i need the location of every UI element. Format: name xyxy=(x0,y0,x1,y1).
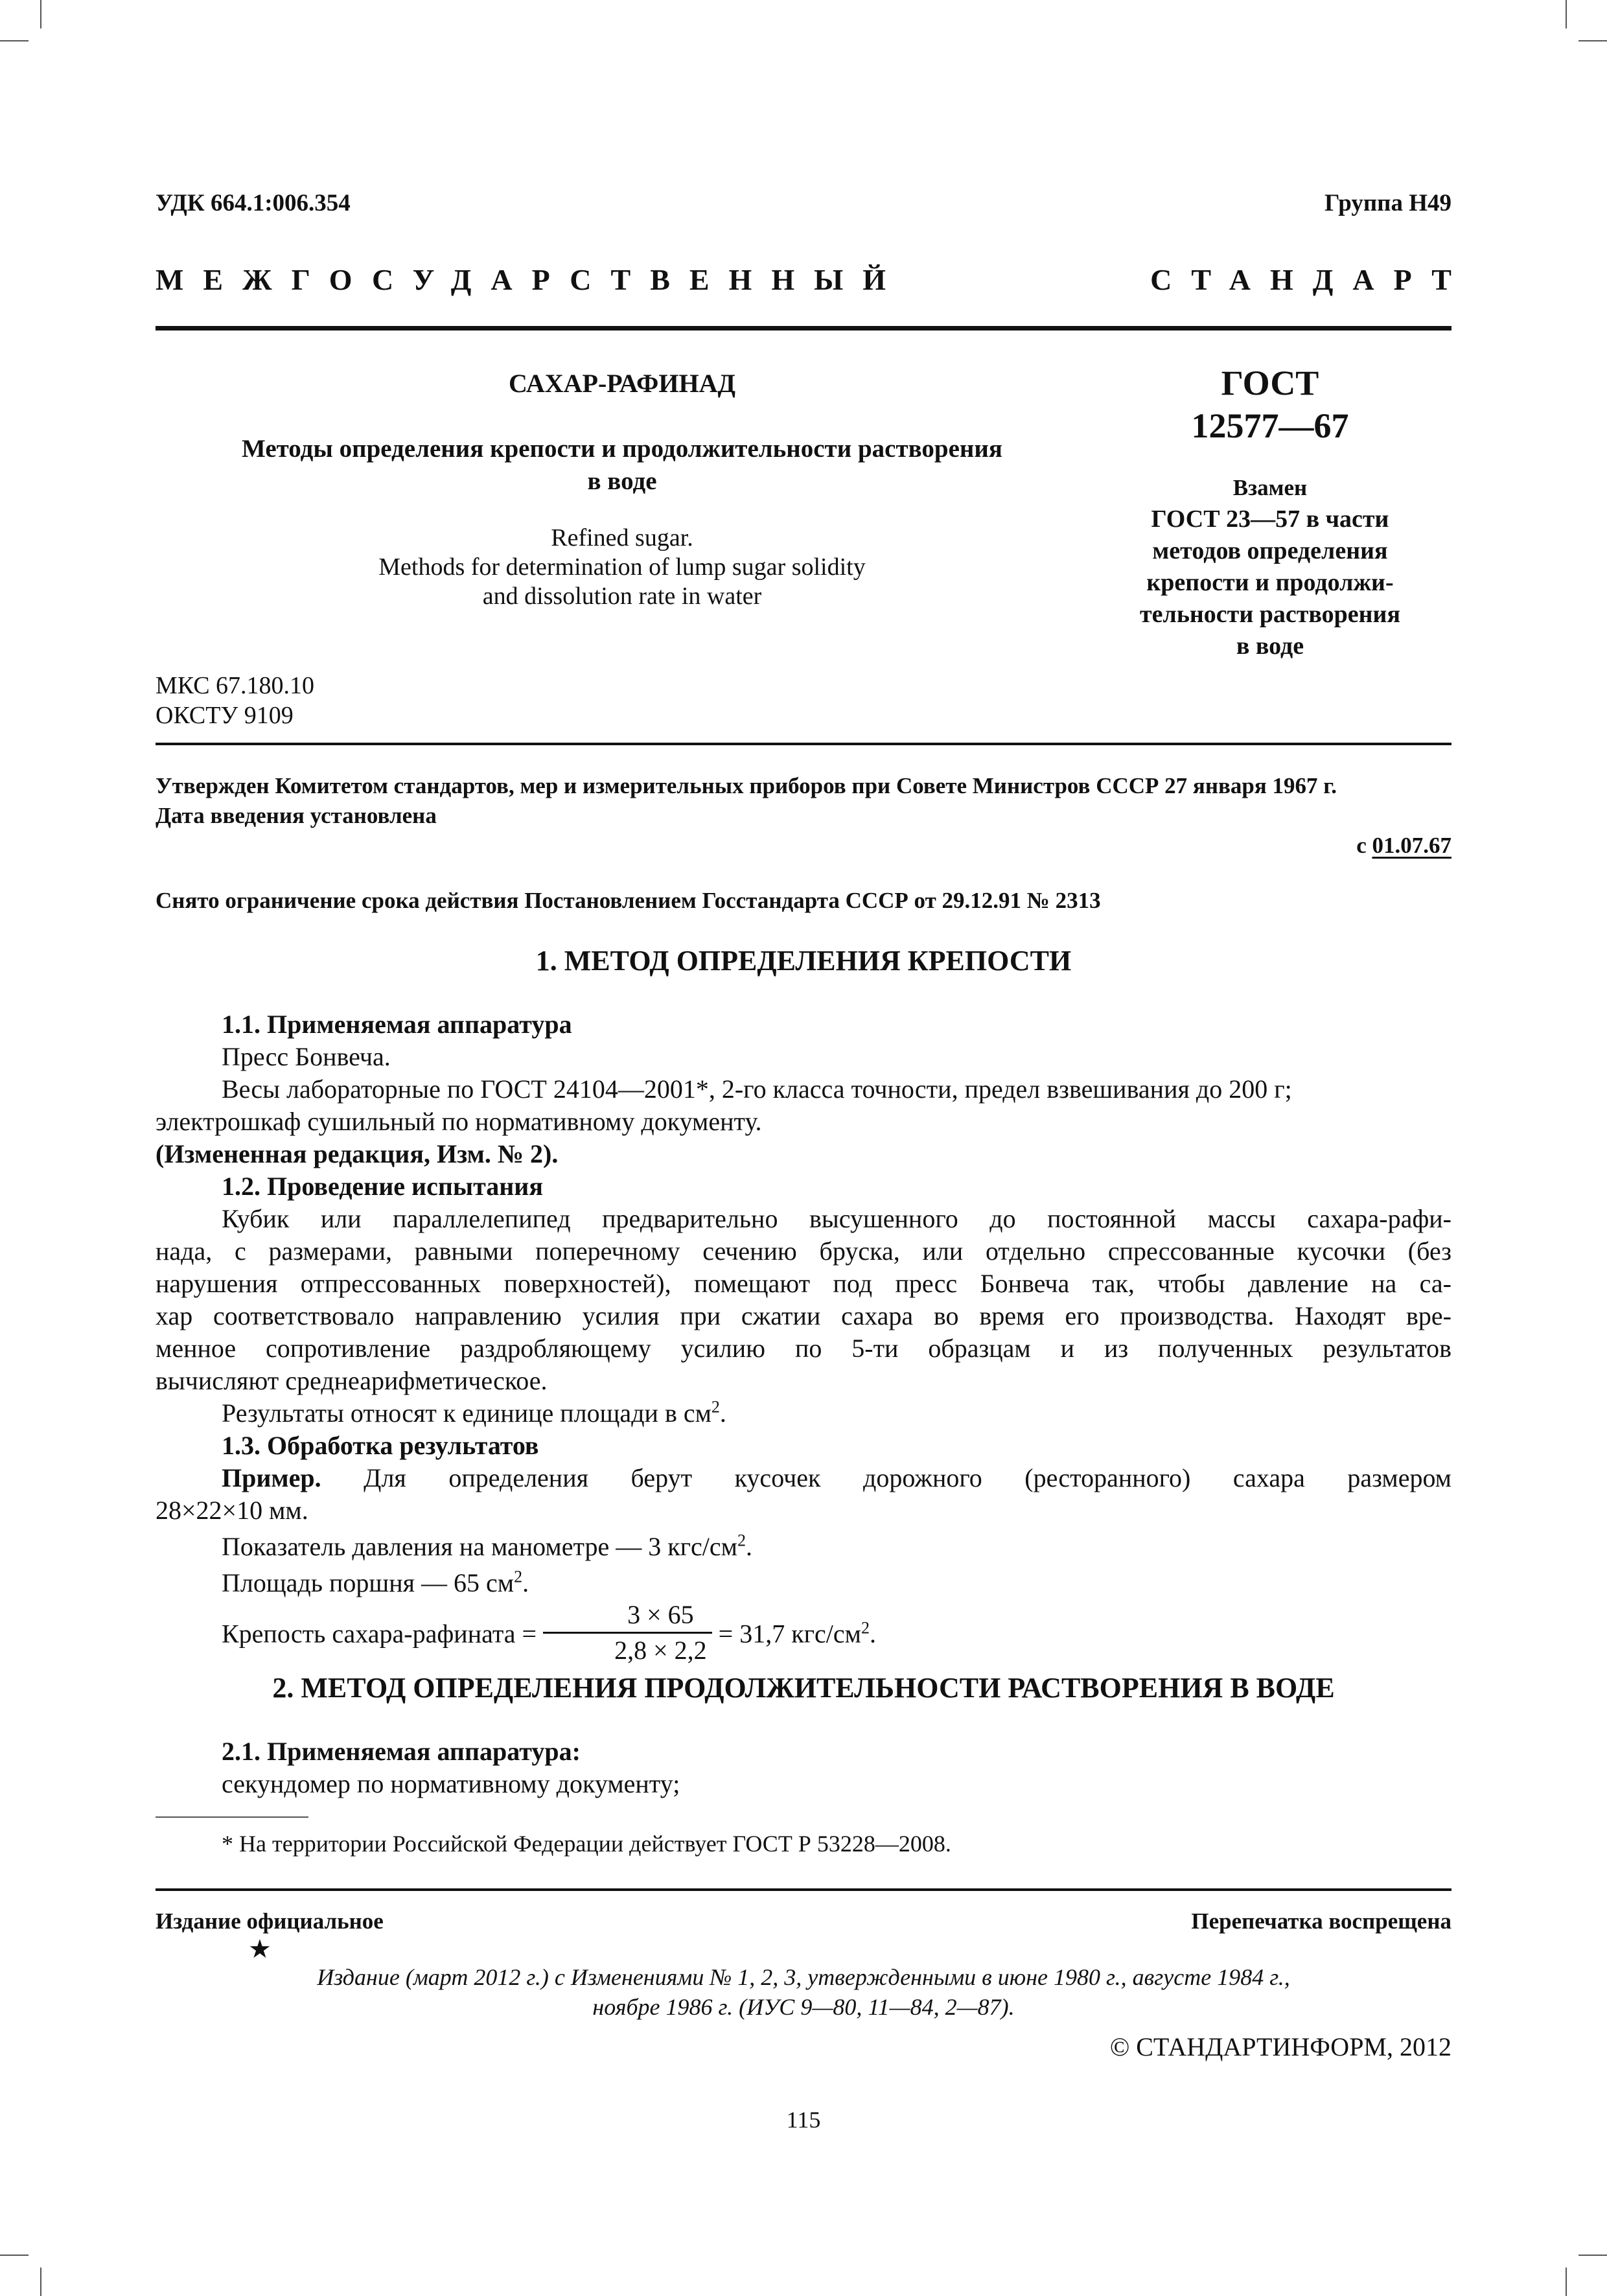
header-row xyxy=(156,189,1451,217)
crop-mark xyxy=(40,2267,41,2296)
copyright: © СТАНДАРТИНФОРМ, 2012 xyxy=(1109,2032,1451,2061)
subtitle-line: в воде xyxy=(587,467,657,495)
introduction-date-label: Дата введения установлена xyxy=(156,803,437,828)
crop-mark xyxy=(1566,2267,1567,2296)
star-icon: ★ xyxy=(248,1934,272,1964)
paragraph-line: Пресс Бонвеча. xyxy=(222,1042,391,1071)
superscript: 2 xyxy=(737,1531,746,1550)
classifier-rule xyxy=(156,743,1451,745)
replaces-line: в воде xyxy=(1236,632,1304,660)
gost-number: 12577—67 xyxy=(1191,406,1349,445)
fraction-numerator: 3 × 65 xyxy=(543,1601,712,1634)
superscript: 2 xyxy=(861,1618,870,1638)
edition-info xyxy=(156,1962,1451,2022)
paragraph-line: Кубик или параллелепипед предварительно высушенного до постоянной массы сахара-рафи- xyxy=(222,1204,1451,1233)
english-title-line: Refined sugar. xyxy=(551,524,693,551)
date-value: 01.07.67 xyxy=(1372,833,1451,858)
example-label: Пример. xyxy=(222,1463,321,1492)
crop-mark xyxy=(0,40,29,41)
english-title xyxy=(156,524,1089,611)
edition-line: ноябре 1986 г. (ИУС 9—80, 11—84, 2—87). xyxy=(592,1994,1015,2020)
paragraph-line: нарушения отпрессованных поверхностей), помещают под пресс Бонвеча так, чтобы давление на са- xyxy=(156,1269,1451,1298)
amendment-note: (Измененная редакция, Изм. № 2). xyxy=(156,1139,559,1168)
paragraph-line: Весы лабораторные по ГОСТ 24104—2001*, 2-го класса точности, предел взвешивания до 200 г; xyxy=(222,1074,1292,1104)
footnote: * На территории Российской Федерации действует ГОСТ Р 53228—2008. xyxy=(222,1831,951,1857)
footnote-rule xyxy=(156,1816,308,1818)
section-heading: 1. МЕТОД ОПРЕДЕЛЕНИЯ КРЕПОСТИ xyxy=(535,945,1072,977)
footer-rule xyxy=(156,1888,1451,1891)
crop-mark xyxy=(40,0,41,29)
example-text: Для определения берут кусочек дорожного (ресторанного) сахара размером xyxy=(321,1463,1451,1492)
header-rule xyxy=(156,326,1451,330)
section-heading: 2. МЕТОД ОПРЕДЕЛЕНИЯ ПРОДОЛЖИТЕЛЬНОСТИ РАСТВОРЕНИЯ В ВОДЕ xyxy=(272,1672,1335,1704)
crop-mark xyxy=(1578,40,1607,41)
replaces-line: методов определения xyxy=(1152,537,1388,564)
fraction-denominator: 2,8 × 2,2 xyxy=(614,1636,707,1665)
paragraph-line xyxy=(156,1531,1451,1563)
document-title: САХАР-РАФИНАД xyxy=(509,369,735,398)
paragraph-line: вычисляют среднеарифметическое. xyxy=(156,1366,548,1395)
subtitle-line: Методы определения крепости и продолжительности растворения xyxy=(242,435,1002,463)
section-1-body xyxy=(156,1008,1451,1669)
mks-code: МКС 67.180.10 xyxy=(156,672,315,699)
paragraph-line: хар соответствовало направлению усилия при сжатии сахара во время его производства. Находят вре- xyxy=(156,1301,1451,1330)
restriction-note: Снято ограничение срока действия Постановлением Госстандарта СССР от 29.12.91 № 2313 xyxy=(156,888,1101,913)
period: . xyxy=(719,1398,726,1428)
classifier-codes xyxy=(156,671,1451,730)
replaces-line: крепости и продолжи- xyxy=(1146,569,1394,596)
official-edition-label: Издание официальное xyxy=(156,1908,384,1934)
okstu-code: ОКСТУ 9109 xyxy=(156,702,294,729)
subsection-heading: 1.3. Обработка результатов xyxy=(222,1431,539,1460)
formula-fraction xyxy=(543,1601,712,1665)
document-page xyxy=(156,0,1471,2296)
approval-block xyxy=(156,771,1451,861)
gauge-text: Показатель давления на манометре — 3 кгс/см xyxy=(222,1532,737,1561)
paragraph-line xyxy=(156,1567,1451,1599)
edition-line: Издание (март 2012 г.) с Изменениями № 1, 2, 3, утвержденными в июне 1980 г., августе 1984 г., xyxy=(317,1964,1290,1990)
gost-designation xyxy=(1089,362,1451,447)
crop-mark xyxy=(1566,0,1567,29)
gost-label: ГОСТ xyxy=(1221,364,1319,402)
replaces-block xyxy=(1089,472,1451,662)
period: . xyxy=(522,1568,529,1597)
superscript: 2 xyxy=(514,1567,523,1586)
replaces-line: ГОСТ 23—57 в части xyxy=(1151,505,1389,533)
paragraph-line: нада, с размерами, равными поперечному сечению бруска, или отдельно спрессованные кусочки (без xyxy=(156,1236,1451,1266)
english-title-line: Methods for determination of lump sugar solidity xyxy=(378,553,866,581)
period: . xyxy=(745,1532,752,1561)
crop-mark xyxy=(0,2255,29,2256)
paragraph-line xyxy=(156,1397,1451,1430)
udk-code: УДК 664.1:006.354 xyxy=(156,190,351,216)
reprint-prohibited-label: Перепечатка воспрещена xyxy=(1191,1908,1451,1934)
paragraph-line: менное сопротивление раздробляющему усилию по 5-ти образцам и из полученных результатов xyxy=(156,1334,1451,1363)
subsection-heading: 1.2. Проведение испытания xyxy=(222,1172,543,1201)
result-text: Результаты относят к единице площади в см xyxy=(222,1398,711,1428)
formula-label: Крепость сахара-рафината = xyxy=(222,1619,537,1649)
footer-row xyxy=(156,1905,1451,1938)
group-code: Группа Н49 xyxy=(1324,190,1451,216)
date-prefix: с xyxy=(1356,833,1372,858)
introduction-date xyxy=(156,831,1451,861)
replaces-label: Взамен xyxy=(1232,475,1308,500)
document-subtitle xyxy=(156,433,1089,498)
standard-word: СТАНДАРТ xyxy=(1150,263,1471,296)
piston-text: Площадь поршня — 65 см xyxy=(222,1568,514,1597)
english-title-line: and dissolution rate in water xyxy=(482,583,762,610)
subsection-heading: 1.1. Применяемая аппаратура xyxy=(222,1010,572,1039)
paragraph-line: 28×22×10 мм. xyxy=(156,1496,308,1525)
superscript: 2 xyxy=(711,1397,720,1417)
replaces-line: тельности растворения xyxy=(1139,601,1401,628)
period: . xyxy=(870,1619,876,1649)
crop-mark xyxy=(1578,2255,1607,2256)
paragraph-line: секундомер по нормативному документу; xyxy=(222,1769,680,1798)
subsection-heading: 2.1. Применяемая аппаратура: xyxy=(222,1737,581,1766)
interstate-word: МЕЖГОСУДАРСТВЕННЫЙ xyxy=(156,263,906,296)
approval-line: Утвержден Комитетом стандартов, мер и измерительных приборов при Совете Министров СССР 27 января 1967 г. xyxy=(156,773,1337,798)
interstate-standard-banner xyxy=(156,262,1471,297)
paragraph-line: электрошкаф сушильный по нормативному документу. xyxy=(156,1107,762,1136)
paragraph-line xyxy=(156,1462,1451,1494)
page-number: 115 xyxy=(786,2107,821,2133)
formula-result: = 31,7 кгс/см xyxy=(718,1619,861,1649)
formula-line xyxy=(156,1600,1451,1669)
section-2-body xyxy=(156,1735,1451,1800)
